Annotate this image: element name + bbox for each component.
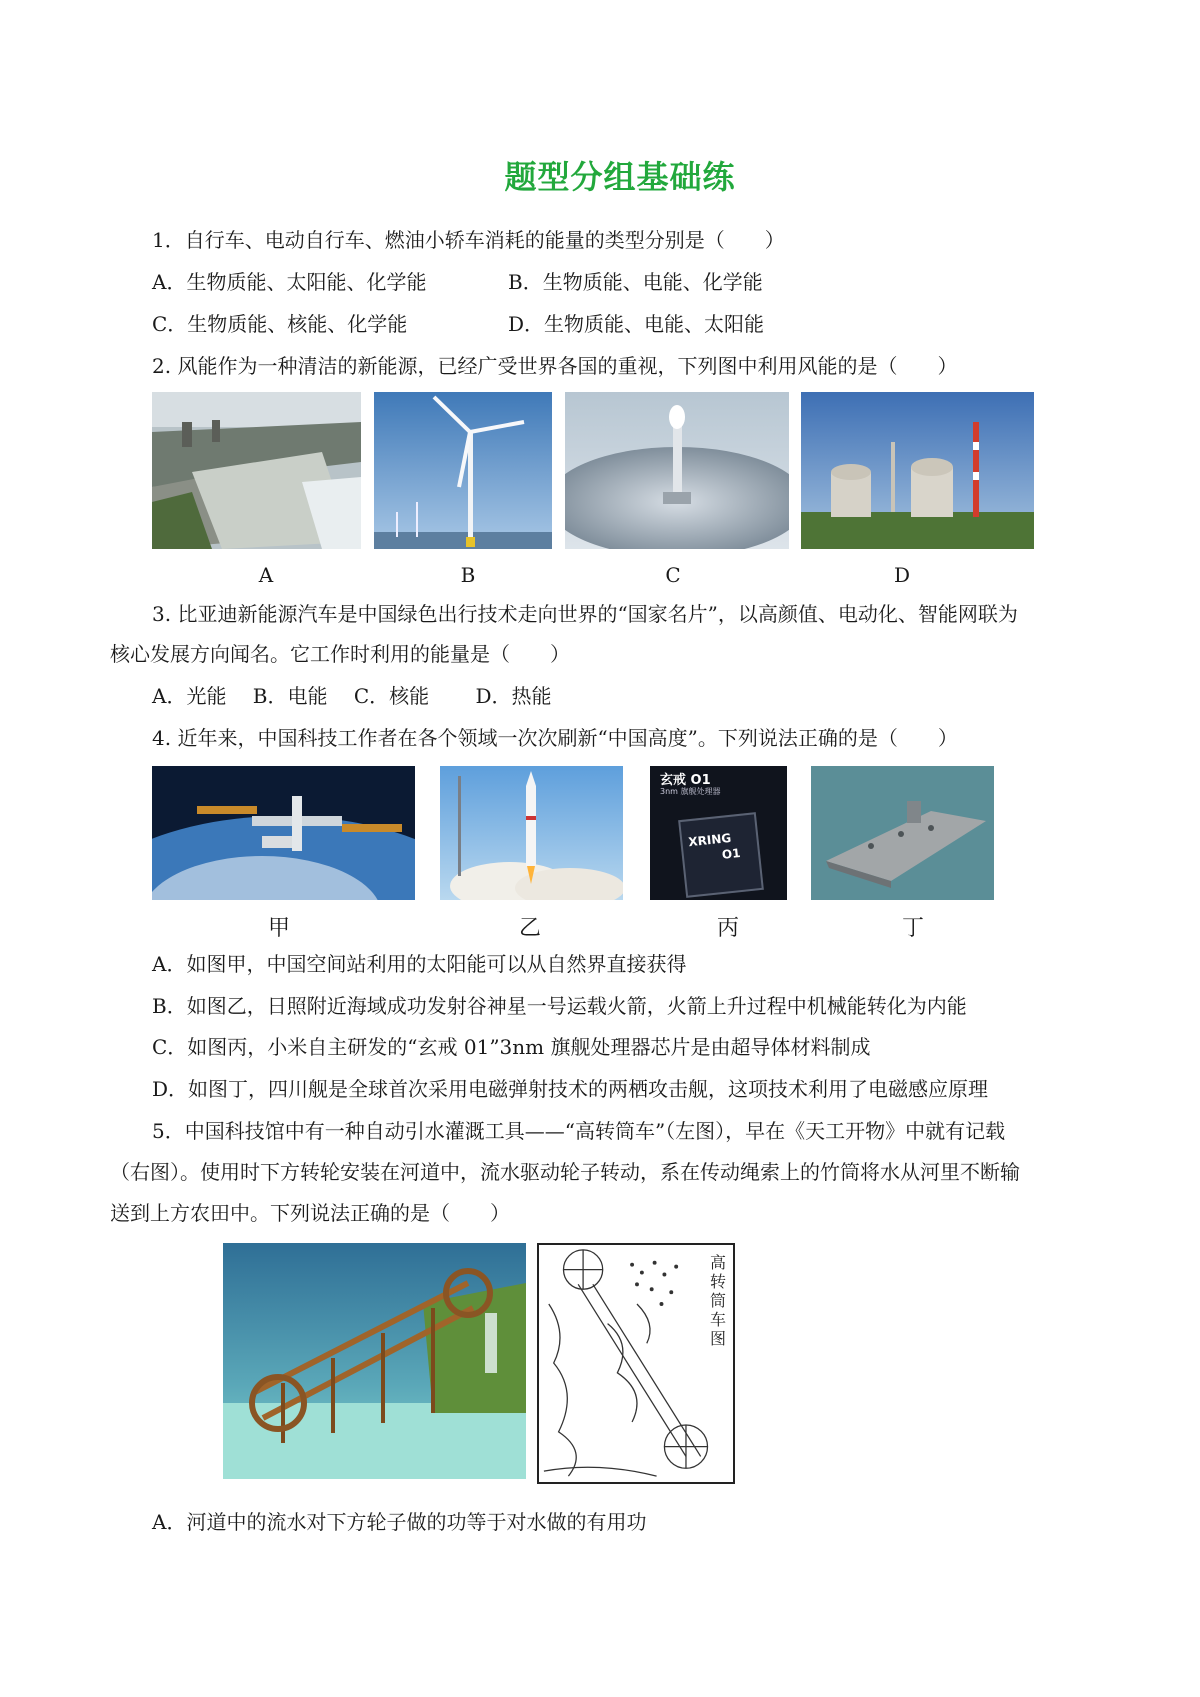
q2-caption-a: A (258, 563, 274, 587)
page-title: 题型分组基础练 (504, 158, 736, 196)
q4-caption-ding: 丁 (901, 916, 924, 941)
chip-title: 玄戒 O1 (660, 773, 711, 788)
chip-model: O1 (721, 845, 742, 862)
drawing-label: 高转筒车图 (709, 1253, 726, 1348)
dam-image (152, 392, 361, 549)
nuclear-plant-image (801, 392, 1034, 549)
q3-line-2: 核心发展方向闻名。它工作时利用的能量是（ ） (110, 642, 570, 666)
q1-option-a: A．生物质能、太阳能、化学能 (152, 270, 427, 294)
q5-option-a: A．河道中的流水对下方轮子做的功等于对水做的有用功 (152, 1510, 647, 1534)
q1-option-d: D．生物质能、电能、太阳能 (508, 312, 765, 336)
q1-option-c: C．生物质能、核能、化学能 (152, 312, 408, 336)
q5-line-2: （右图）。使用时下方转轮安装在河道中，流水驱动轮子转动，系在传动绳索上的竹筒将水从河里不断输 (110, 1160, 1020, 1184)
rocket-launch-image (440, 766, 623, 900)
q5-line-1: 5．中国科技馆中有一种自动引水灌溉工具——“高转筒车”（左图），早在《天工开物》中就有记载 (152, 1119, 1006, 1143)
space-station-image (152, 766, 415, 900)
solar-tower-image (565, 392, 789, 549)
chip-subtitle: 3nm 旗舰处理器 (660, 787, 721, 796)
q4-option-c: C．如图丙，小米自主研发的“玄戒 01”3nm 旗舰处理器芯片是由超导体材料制成 (152, 1035, 871, 1059)
chip-image (650, 766, 787, 900)
wind-turbine-image (374, 392, 552, 549)
q1-option-b: B．生物质能、电能、化学能 (508, 270, 763, 294)
chip-brand: XRING (687, 830, 732, 850)
q4-stem: 4. 近年来，中国科技工作者在各个领域一次次刷新“中国高度”。下列说法正确的是（ ） (152, 726, 958, 750)
q4-caption-bing: 丙 (716, 916, 739, 941)
q2-caption-b: B (460, 563, 476, 587)
q4-option-b: B．如图乙，日照附近海域成功发射谷神星一号运载火箭，火箭上升过程中机械能转化为内能 (152, 994, 967, 1018)
amphibious-ship-image (811, 766, 994, 900)
q3-options: A．光能 B．电能 C．核能 D．热能 (152, 684, 552, 708)
waterwheel-model-image (223, 1243, 526, 1479)
q4-caption-yi: 乙 (518, 916, 541, 941)
q2-stem: 2. 风能作为一种清洁的新能源，已经广受世界各国的重视，下列图中利用风能的是（ ） (152, 354, 958, 378)
q2-caption-c: C (665, 563, 681, 587)
q3-line-1: 3. 比亚迪新能源汽车是中国绿色出行技术走向世界的“国家名片”，以高颜值、电动化、智能网联为 (152, 602, 1018, 626)
q2-caption-d: D (893, 563, 911, 587)
tiangong-kaiwu-drawing (537, 1243, 735, 1484)
q4-option-a: A．如图甲，中国空间站利用的太阳能可以从自然界直接获得 (152, 952, 687, 976)
q4-caption-jia: 甲 (267, 916, 290, 941)
q4-option-d: D．如图丁，四川舰是全球首次采用电磁弹射技术的两栖攻击舰，这项技术利用了电磁感应原理 (152, 1077, 989, 1101)
q5-line-3: 送到上方农田中。下列说法正确的是（ ） (110, 1201, 510, 1225)
q1-stem: 1．自行车、电动自行车、燃油小轿车消耗的能量的类型分别是（ ） (152, 228, 785, 252)
